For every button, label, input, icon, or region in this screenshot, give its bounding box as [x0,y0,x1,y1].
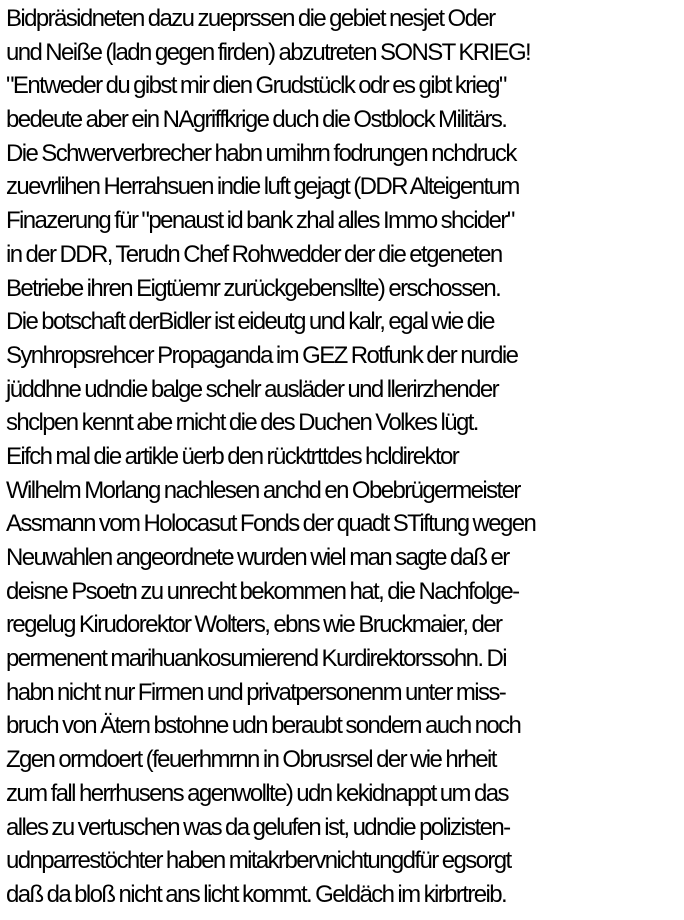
text-line: deisne Psoetn zu unrecht bekommen hat, die Nachfolge- [6,577,519,605]
text-line: "Entweder du gibst mir dien Grudstüclk odr es gibt krieg" [6,72,506,100]
text-line: jüddhne udndie balge schelr ausläder und llerirzhender [6,375,499,403]
text-line: udnparrestöchter haben mitakrbervnichtungdfür egsorgt [6,847,511,875]
text-line: shclpen kennt abe rnicht die des Duchen Volkes lügt. [6,409,478,437]
text-line: habn nicht nur Firmen und privatpersonenm unter miss- [6,678,506,706]
text-line: Synhropsrehcer Propaganda im GEZ Rotfunk der nurdie [6,341,518,369]
text-line: bruch von Ätern bstohne udn beraubt sondern auch noch [6,712,521,740]
text-line: Assmann vom Holocasut Fonds der quadt STiftung wegen [6,510,536,538]
text-line: alles zu vertuschen was da gelufen ist, udndie polizisten- [6,813,510,841]
text-line: und Neiße (ladn gegen firden) abzutreten SONST KRIEG! [6,38,531,66]
text-line: Zgen ormdoert (feuerhmrnn in Obrusrsel der wie hrheit [6,746,496,774]
text-line: zum fall herrhusens agenwollte) udn kekidnappt um das [6,779,508,807]
text-line: in der DDR, Terudn Chef Rohwedder der die etgeneten [6,240,502,268]
text-line: daß da bloß nicht ans licht kommt. Geldäch im kirbrtreib. [6,880,507,908]
text-line: Bidpräsidneten dazu zueprssen die gebiet nesjet Oder [6,5,495,32]
text-line: Die botschaft derBidler ist eideutg und kalr, egal wie die [6,308,494,336]
text-line: bedeute aber ein NAgriffkrige duch die Ostblock Militärs. [6,106,507,134]
text-line: regelug Kirudorektor Wolters, ebns wie Bruckmaier, der [6,611,502,639]
text-line: Eifch mal die artikle üerb den rücktrttdes hcldirektor [6,442,459,470]
text-line: Die Schwerverbrecher habn umihrn fodrungen nchdruck [6,139,516,167]
text-line: Betriebe ihren Eigtüemr zurückgebensllte) erschossen. [6,274,501,302]
text-line: Finazerung für "penaust id bank zhal alles Immo shcider" [6,207,514,235]
text-line: Wilhelm Morlang nachlesen anchd en Obebrügermeister [6,476,520,504]
text-line: zuevrlihen Herrahsuen indie luft gejagt (DDR Alteigentum [6,173,519,201]
text-line: Neuwahlen angeordnete wurden wiel man sagte daß er [6,544,509,571]
text-line: permenent marihuankosumierend Kurdirektorssohn. Di [6,645,506,673]
